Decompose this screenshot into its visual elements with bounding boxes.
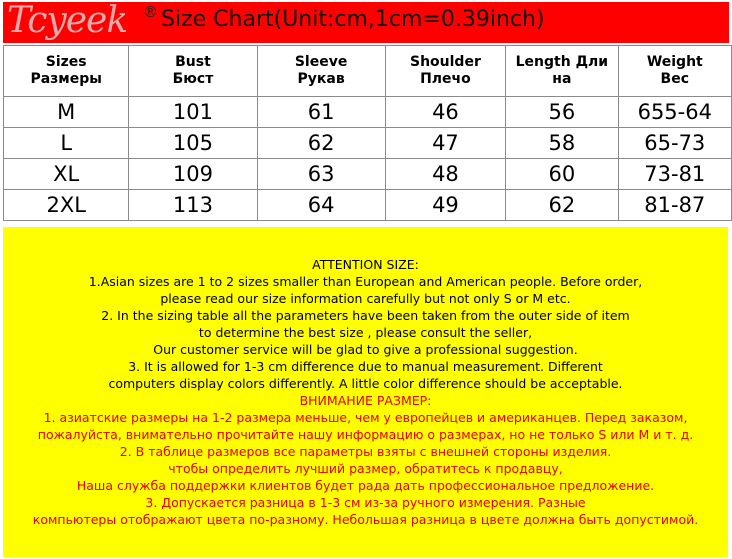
header-line: Бюст: [172, 71, 214, 87]
header-sizes: [4, 46, 129, 97]
table-header-row: [4, 46, 732, 97]
registered-mark: ®: [143, 3, 158, 21]
header-line: Weight: [646, 54, 703, 70]
table-cell: 81-87: [618, 190, 731, 221]
table-cell: XL: [4, 159, 129, 190]
notice-line-ru: пожалуйста, внимательно прочитайте нашу информацию о размерах, но не только S или M и т. д.: [37, 427, 694, 442]
notice-line-en: to determine the best size , please consult the seller,: [198, 325, 533, 340]
brand-logo: Tcyeek: [7, 0, 128, 41]
notice-line-en: computers display colors differently. A little color difference should be acceptable.: [108, 376, 623, 391]
header-line: Размеры: [30, 71, 102, 87]
header-line: Вес: [660, 71, 690, 87]
notice-line-en: 3. It is allowed for 1-3 cm difference due to manual measurement. Different: [128, 359, 603, 374]
table-cell: 101: [129, 97, 257, 128]
table-cell: 58: [506, 128, 618, 159]
table-cell: 60: [506, 159, 618, 190]
notice-line-en: 1.Asian sizes are 1 to 2 sizes smaller than European and American people. Before order,: [88, 274, 643, 289]
table-cell: 105: [129, 128, 257, 159]
table-cell: 62: [257, 128, 385, 159]
notice-text-block: [3, 227, 728, 528]
table-cell: 64: [257, 190, 385, 221]
notice-line-en: ATTENTION SIZE:: [312, 257, 419, 272]
notice-line-ru: компьютеры отображают цвета по-разному. Небольшая разница в цвете должна быть допустимой.: [32, 512, 699, 527]
notice-line-ru: Наша служба поддержки клиентов будет рада дать профессиональное предложение.: [76, 478, 655, 493]
size-table: [3, 45, 732, 221]
header-line: Length Дли: [515, 54, 609, 70]
notice-line-ru: чтобы определить лучший размер, обратитесь к продавцу,: [168, 461, 563, 476]
table-cell: 113: [129, 190, 257, 221]
header-shoulder: [385, 46, 505, 97]
table-cell: 47: [385, 128, 505, 159]
header-sleeve: [257, 46, 385, 97]
header-bust: [129, 46, 257, 97]
header-line: Рукав: [297, 71, 345, 87]
page-title: Size Chart(Unit:cm,1cm=0.39inch): [161, 7, 545, 32]
table-cell: 109: [129, 159, 257, 190]
header-line: Sizes: [45, 54, 87, 70]
title-banner: [3, 2, 729, 43]
notice-line-en: please read our size information carefully but not only S or M etc.: [160, 291, 571, 306]
table-cell: 48: [385, 159, 505, 190]
size-table-container: [3, 45, 732, 221]
notice-line-ru: 2. В таблице размеров все параметры взяты с внешней стороны изделия.: [119, 444, 612, 459]
header-line: на: [552, 71, 572, 87]
header-length: [506, 46, 618, 97]
header-line: Sleeve: [294, 54, 348, 70]
notice-line-ru: ВНИМАНИЕ РАЗМЕР:: [299, 393, 432, 408]
header-line: Shoulder: [410, 54, 481, 70]
table-cell: 62: [506, 190, 618, 221]
table-cell: L: [4, 128, 129, 159]
table-cell: 73-81: [618, 159, 731, 190]
header-weight: [618, 46, 731, 97]
notice-line-en: 2. In the sizing table all the parameters have been taken from the outer side of item: [101, 308, 630, 323]
table-row: [4, 128, 732, 159]
table-cell: 56: [506, 97, 618, 128]
table-cell: 49: [385, 190, 505, 221]
table-cell: 655-64: [618, 97, 731, 128]
table-cell: 2XL: [4, 190, 129, 221]
table-cell: 65-73: [618, 128, 731, 159]
notice-line-ru: 3. Допускается разница в 1-3 см из-за ручного измерения. Разные: [145, 495, 586, 510]
header-line: Плечо: [420, 71, 471, 87]
table-row: [4, 97, 732, 128]
notice-line-ru: 1. азиатские размеры на 1-2 размера меньше, чем у европейцев и американцев. Перед заказом,: [43, 410, 688, 425]
table-row: [4, 190, 732, 221]
attention-notice: [3, 227, 728, 557]
table-row: [4, 159, 732, 190]
table-cell: M: [4, 97, 129, 128]
table-cell: 61: [257, 97, 385, 128]
header-line: Bust: [175, 54, 211, 70]
table-cell: 63: [257, 159, 385, 190]
notice-line-en: Our customer service will be glad to give a professional suggestion.: [153, 342, 578, 357]
table-cell: 46: [385, 97, 505, 128]
